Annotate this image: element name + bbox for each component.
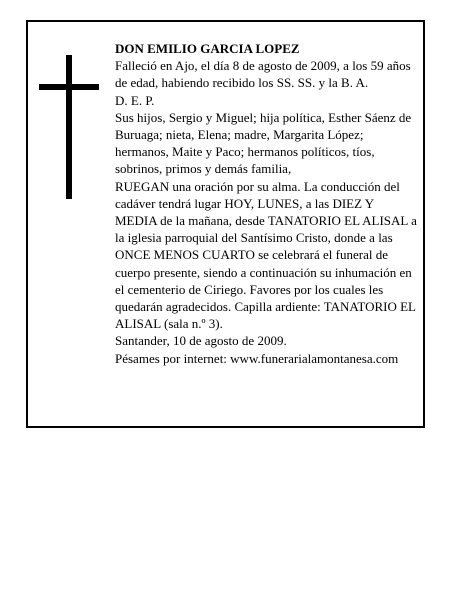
cross-horizontal-bar bbox=[39, 84, 99, 90]
cross-vertical-bar bbox=[66, 55, 72, 199]
notice-text bbox=[115, 40, 417, 367]
place-date-line: Santander, 10 de agosto de 2009. bbox=[115, 333, 287, 349]
rip-line: D. E. P. bbox=[115, 92, 155, 108]
family-paragraph: Sus hijos, Sergio y Miguel; hija política, Esther Sáenz de Buruaga; nieta, Elena; madre, Margarita López; hermanos, Maite y Paco; hermanos políticos, tíos, sobrinos, primos y demás familia, bbox=[115, 109, 412, 177]
death-details-line: Falleció en Ajo, el día 8 de agosto de 2009, a los 59 años bbox=[115, 58, 411, 74]
service-paragraph: RUEGAN una oración por su alma. La conducción del cadáver tendrá lugar HOY, LUNES, a las DIEZ Y MEDIA de la mañana, desde TANATORIO EL ALISAL a la iglesia parroquial del Santísimo Cristo, donde a las ONCE MENOS CUARTO se celebrará el funeral de cuerpo presente, siendo a continuación su inhumación en el cementerio de Ciriego. Favores por los cuales les quedarán agradecidos. Capilla ardiente: TANATORIO EL ALISAL (sala n.º 3). bbox=[115, 178, 417, 332]
obituary-notice bbox=[26, 20, 425, 428]
sacraments-line: de edad, habiendo recibido los SS. SS. y la B. A. bbox=[115, 75, 369, 91]
deceased-name: DON EMILIO GARCIA LOPEZ bbox=[115, 41, 300, 56]
condolences-line: Pésames por internet: www.funerarialamontanesa.com bbox=[115, 350, 399, 366]
cross-icon bbox=[39, 55, 99, 199]
